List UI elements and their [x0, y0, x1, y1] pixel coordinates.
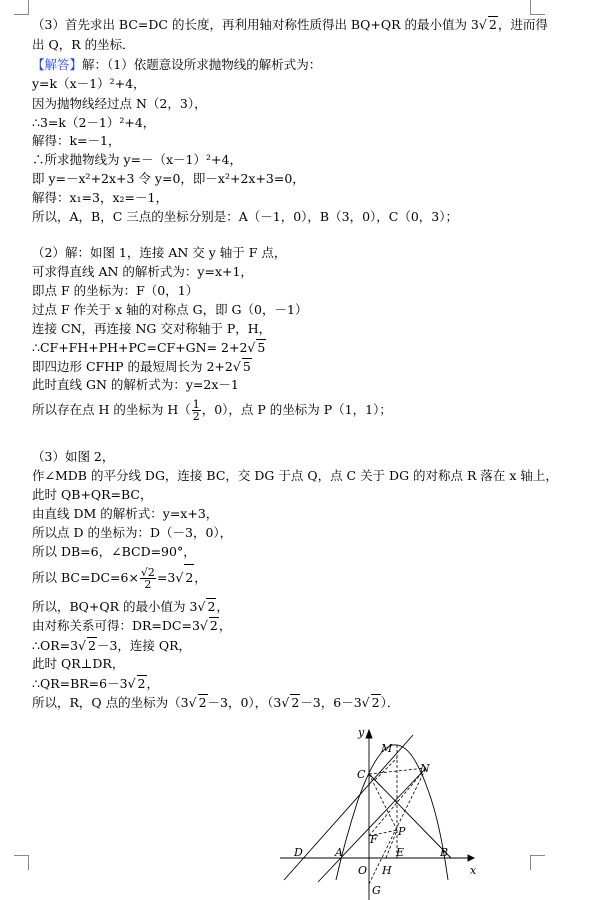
part1-line: 所以，A，B，C 三点的坐标分别是：A（－1，0），B（3，0），C（0，3）；	[32, 209, 458, 224]
sqrt: 2	[209, 618, 218, 633]
line-bc	[369, 774, 451, 858]
sqrt: 2	[371, 695, 380, 710]
part3-line: 所以 DB=6，∠BCD=90°，	[32, 544, 196, 559]
analysis-line-2: 出 Q，R 的坐标．	[32, 37, 135, 52]
part1-line: ∴3=k（2－1）²+4，	[32, 115, 156, 130]
part2-line: 可求得直线 AN 的解析式为：y=x+1，	[32, 264, 253, 279]
part2-line: 连接 CN，再连接 NG 交对称轴于 P，H，	[32, 321, 272, 336]
label-d: D	[294, 846, 303, 859]
label-b: B	[440, 846, 449, 859]
fraction: $\frac{1}{2}$	[192, 398, 200, 423]
part1-line: ∴所求抛物线为 y=－（x－1）²+4，	[32, 152, 242, 167]
part3-line: 所以，R，Q 点的坐标为（3√ 2－3，0），（3√ 2－3，6－3√ 2）．	[32, 694, 399, 711]
line-an	[318, 768, 426, 882]
label-p: P	[398, 825, 406, 838]
part3-line: 此时 QR⊥DR，	[32, 656, 125, 671]
label-e: E	[396, 846, 405, 859]
label-m: M	[381, 742, 393, 755]
part2-line: 即点 F 的坐标为：F（0，1）	[32, 283, 199, 298]
sqrt: 5	[242, 359, 251, 374]
label-x: x	[470, 864, 477, 877]
part3-line: ∴QR=BR=6－3√ 2，	[32, 675, 159, 692]
part3-line: ∴OR=3√ 2－3，连接 QR，	[32, 637, 191, 654]
part2-line: 所以存在点 H 的坐标为 H（ $\frac{1}{2}$ ，0），点 P 的坐标为 P（1，1）；	[32, 398, 392, 423]
sqrt: 2	[291, 695, 300, 710]
part1-line: 即 y=－x²+2x+3 令 y=0，即－x²+2x+3=0，	[32, 171, 305, 186]
part3-line: 作∠MDB 的平分线 DG，连接 BC，交 DG 于点 Q，点 C 关于 DG 的对称点 R 落在 x 轴上，	[32, 468, 558, 483]
label-n: N	[420, 762, 430, 775]
part2-line: ∴CF+FH+PH+PC=CF+GN= 2+2√ 5	[32, 339, 266, 356]
part2-line: 过点 F 作关于 x 轴的对称点 G，即 G（0，－1）	[32, 302, 308, 317]
part3-line: （3）如图 2，	[32, 449, 115, 464]
answer-tag: 【解答】	[32, 57, 83, 72]
analysis-line-1: （3）首先求出 BC=DC 的长度，再利用轴对称性质得出 BQ+QR 的最小值为 3√ 2，进而得	[32, 16, 548, 33]
parabola	[336, 745, 448, 880]
part1-line: y=k（x－1）²+4，	[32, 76, 146, 91]
label-o: O	[358, 864, 368, 877]
part2-line: （2）解：如图 1，连接 AN 交 y 轴于 F 点，	[32, 245, 287, 260]
sqrt: 2	[488, 17, 497, 32]
label-g: G	[372, 884, 381, 897]
label-a: A	[335, 846, 343, 859]
sqrt: 2	[207, 599, 216, 614]
part3-line: 由直线 DM 的解析式：y=x+3，	[32, 506, 219, 521]
part3-line: 由对称关系可得：DR=DC=3√ 2，	[32, 617, 231, 634]
part3-line: 此时 QB+QR=BC，	[32, 487, 153, 502]
sqrt: 2	[88, 638, 96, 653]
sqrt: 2	[198, 695, 207, 710]
sqrt: 2	[137, 676, 146, 691]
label-y: y	[358, 726, 365, 739]
label-c: C	[357, 768, 366, 781]
answer-intro: 【解答】解：（1）依题意设所求抛物线的解析式为：	[32, 57, 322, 72]
part1-line: 因为抛物线经过点 N（2，3），	[32, 96, 207, 111]
y-axis-arrow	[366, 730, 372, 738]
fraction: $\frac{√2}{2}$	[140, 566, 155, 591]
label-f: F	[370, 833, 378, 846]
part2-line: 即四边形 CFHP 的最短周长为 2+2√ 5	[32, 358, 252, 375]
part2-line: 此时直线 GN 的解析式为：y=2x－1	[32, 377, 239, 392]
x-axis-arrow	[468, 855, 474, 861]
sqrt: 5	[257, 340, 266, 355]
dashed-line	[375, 758, 397, 780]
part3-line: 所以点 D 的坐标为：D（－3，0），	[32, 525, 233, 540]
part1-line: 解得：k=－1，	[32, 133, 121, 148]
dashed-line	[369, 774, 397, 830]
dashed-line	[369, 768, 426, 774]
sqrt: 2	[184, 564, 194, 591]
part1-line: 解得：x₁=3，x₂=－1，	[32, 190, 168, 205]
part3-line: 所以，BQ+QR 的最小值为 3√ 2，	[32, 598, 229, 615]
label-h: H	[382, 864, 392, 877]
part3-line: 所以 BC=DC=6× $\frac{√2}{2}$ =3√ 2，	[32, 564, 207, 591]
